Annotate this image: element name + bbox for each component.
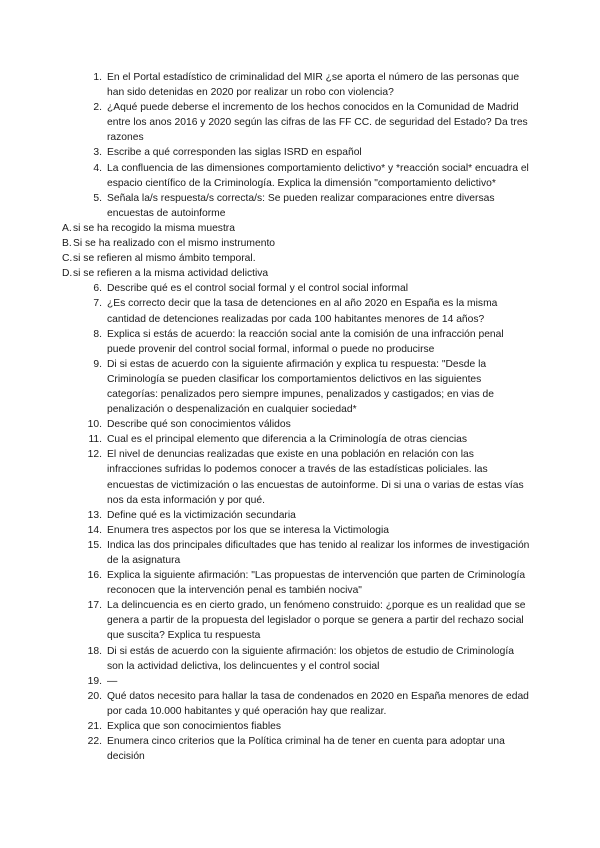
question-item — [0, 70, 600, 100]
question-text: La delincuencia es en cierto grado, un fenómeno construido: ¿porque es un realidad que se genera a partir de la propuesta del legislador o porque se genera a partir del rechazo social que suscita? Explica tu respuesta — [107, 600, 526, 642]
question-text: Qué datos necesito para hallar la tasa de condenados en 2020 en España menores de edad por cada 10.000 habitantes y qué operación hay que realizar. — [107, 690, 529, 717]
question-item — [0, 161, 600, 191]
question-number: 15. — [87, 539, 102, 551]
question-text: Describe qué es el control social formal y el control social informal — [107, 283, 409, 295]
option-text: si se refieren a la misma actividad delictiva — [73, 268, 269, 280]
question-number: 5. — [93, 192, 102, 204]
question-item — [0, 145, 600, 160]
question-number: 8. — [93, 328, 102, 340]
answer-option — [0, 266, 600, 281]
question-number: 6. — [93, 283, 102, 295]
question-item — [0, 568, 600, 598]
question-item — [0, 296, 600, 326]
question-text: Escribe a qué corresponden las siglas ISRD en español — [107, 147, 362, 159]
question-text: Enumera cinco criterios que la Política criminal ha de tener en cuenta para adoptar una decisión — [107, 736, 505, 763]
question-number: 14. — [87, 524, 102, 536]
question-item — [0, 191, 600, 221]
question-text: Di si estas de acuerdo con la siguiente afirmación y explica tu respuesta: "Desde la Criminología se pueden clasificar los comportamientos delictivos en las siguientes categorías: penalizados pero siempre impunes, penalizados y castigados; en vias de penalización o despenalización en cualquier sociedad* — [107, 358, 494, 416]
question-text: La confluencia de las dimensiones comportamiento delictivo* y *reacción social* encuadra el espacio científico de la Criminología. Explica la dimensión "comportamiento delictivo* — [107, 162, 529, 189]
question-item — [0, 538, 600, 568]
question-number: 19. — [87, 675, 102, 687]
question-item — [0, 432, 600, 447]
question-number: 21. — [87, 721, 102, 733]
question-item — [0, 281, 600, 296]
question-item — [0, 357, 600, 417]
question-number: 16. — [87, 570, 102, 582]
question-text: Explica si estás de acuerdo: la reacción social ante la comisión de una infracción penal puede provenir del control social formal, informal o puede no producirse — [107, 328, 504, 355]
question-number: 3. — [93, 147, 102, 159]
question-text: ¿Aqué puede deberse el incremento de los hechos conocidos en la Comunidad de Madrid entre los anos 2016 y 2020 según las cifras de las FF CC. de seguridad del Estado? Da tres razones — [107, 102, 528, 144]
question-item — [0, 674, 600, 689]
question-number: 12. — [87, 449, 102, 461]
option-letter: B. — [62, 238, 72, 250]
question-item — [0, 523, 600, 538]
question-text: Indica las dos principales dificultades que has tenido al realizar los informes de investigación de la asignatura — [107, 539, 530, 566]
question-text: Cual es el principal elemento que diferencia a la Criminología de otras ciencias — [107, 434, 468, 446]
option-text: si se ha recogido la misma muestra — [73, 222, 235, 234]
question-item — [0, 734, 600, 764]
question-list — [0, 70, 600, 764]
question-text: Explica la siguiente afirmación: "Las propuestas de intervención que parten de Criminología reconocen que la intervención penal es también nociva" — [107, 570, 526, 597]
question-text: El nivel de denuncias realizadas que existe en una población en relación con las infracciones sufridas lo podemos conocer a través de las estadísticas policiales. las encuestas de victimización o las encuestas de autoinforme. Di si una o varias de estas vías nos da esta información y por qué. — [107, 449, 524, 506]
question-text: ¿Es correcto decir que la tasa de detenciones en al año 2020 en España es la misma cantidad de detenciones realizadas por cada 100 habitantes menores de 14 años? — [107, 298, 498, 325]
question-number: 17. — [87, 600, 102, 612]
option-letter: D. — [62, 268, 73, 280]
question-text: Enumera tres aspectos por los que se interesa la Victimologia — [107, 524, 389, 536]
question-text: Describe qué son conocimientos válidos — [107, 419, 291, 431]
question-item — [0, 100, 600, 145]
option-text: si se refieren al mismo ámbito temporal. — [73, 253, 256, 265]
question-item — [0, 508, 600, 523]
option-letter: C. — [62, 253, 73, 265]
question-item — [0, 644, 600, 674]
question-text: En el Portal estadístico de criminalidad del MIR ¿se aporta el número de las personas que han sido detenidas en 2020 por realizar un robo con violencia? — [107, 72, 520, 99]
question-number: 4. — [93, 162, 102, 174]
question-item — [0, 417, 600, 432]
question-number: 1. — [93, 72, 102, 83]
answer-option — [0, 221, 600, 236]
answer-option — [0, 251, 600, 266]
question-text: Di si estás de acuerdo con la siguiente afirmación: los objetos de estudio de Criminología son la actividad delictiva, los delincuentes y el control social — [107, 645, 514, 672]
question-item — [0, 689, 600, 719]
question-number: 22. — [87, 736, 102, 748]
answer-option — [0, 236, 600, 251]
question-number: 2. — [93, 102, 102, 114]
question-number: 10. — [87, 419, 102, 431]
question-item — [0, 719, 600, 734]
question-text: Señala la/s respuesta/s correcta/s: Se pueden realizar comparaciones entre diversas encuestas de autoinforme — [107, 192, 495, 219]
question-item — [0, 447, 600, 507]
question-number: 9. — [93, 358, 102, 370]
question-number: 13. — [87, 509, 102, 521]
question-text: — — [107, 675, 118, 687]
question-number: 11. — [88, 434, 102, 446]
question-text: Define qué es la victimización secundaria — [107, 509, 296, 521]
question-number: 20. — [87, 690, 102, 702]
question-item — [0, 327, 600, 357]
question-number: 7. — [93, 298, 102, 310]
question-text: Explica que son conocimientos fiables — [107, 721, 282, 733]
question-item — [0, 598, 600, 643]
option-text: Si se ha realizado con el mismo instrumento — [73, 238, 276, 250]
question-number: 18. — [87, 645, 102, 657]
option-letter: A. — [62, 222, 72, 234]
